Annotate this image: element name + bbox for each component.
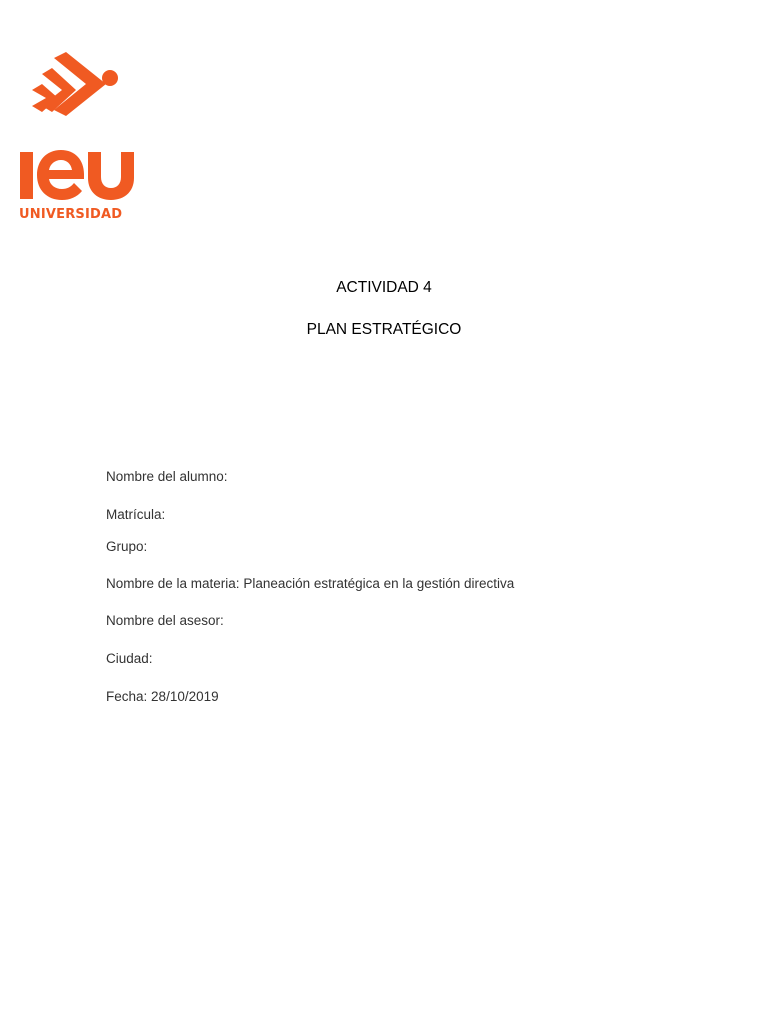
field-label: Matrícula: xyxy=(106,507,166,522)
field-value: Planeación estratégica en la gestión directiva xyxy=(243,576,515,591)
ieu-logo xyxy=(18,50,143,225)
field-label: Grupo: xyxy=(106,539,148,554)
logo-caption: UNIVERSIDAD xyxy=(19,207,123,222)
field-label: Fecha: xyxy=(106,689,148,704)
field-city xyxy=(106,651,153,667)
field-label: Nombre del asesor: xyxy=(106,613,224,628)
ieu-chevron-logo-icon xyxy=(18,50,143,210)
field-student-name xyxy=(106,469,228,485)
field-value: 28/10/2019 xyxy=(151,689,219,704)
field-subject xyxy=(106,576,514,592)
field-enrollment xyxy=(106,507,165,523)
field-label: Nombre del alumno: xyxy=(106,469,228,484)
field-label: Ciudad: xyxy=(106,651,153,666)
document-title: PLAN ESTRATÉGICO xyxy=(306,321,462,338)
field-date xyxy=(106,689,219,705)
activity-heading: ACTIVIDAD 4 xyxy=(336,279,432,296)
field-advisor xyxy=(106,613,224,629)
field-group xyxy=(106,539,147,555)
field-label: Nombre de la materia: xyxy=(106,576,240,591)
